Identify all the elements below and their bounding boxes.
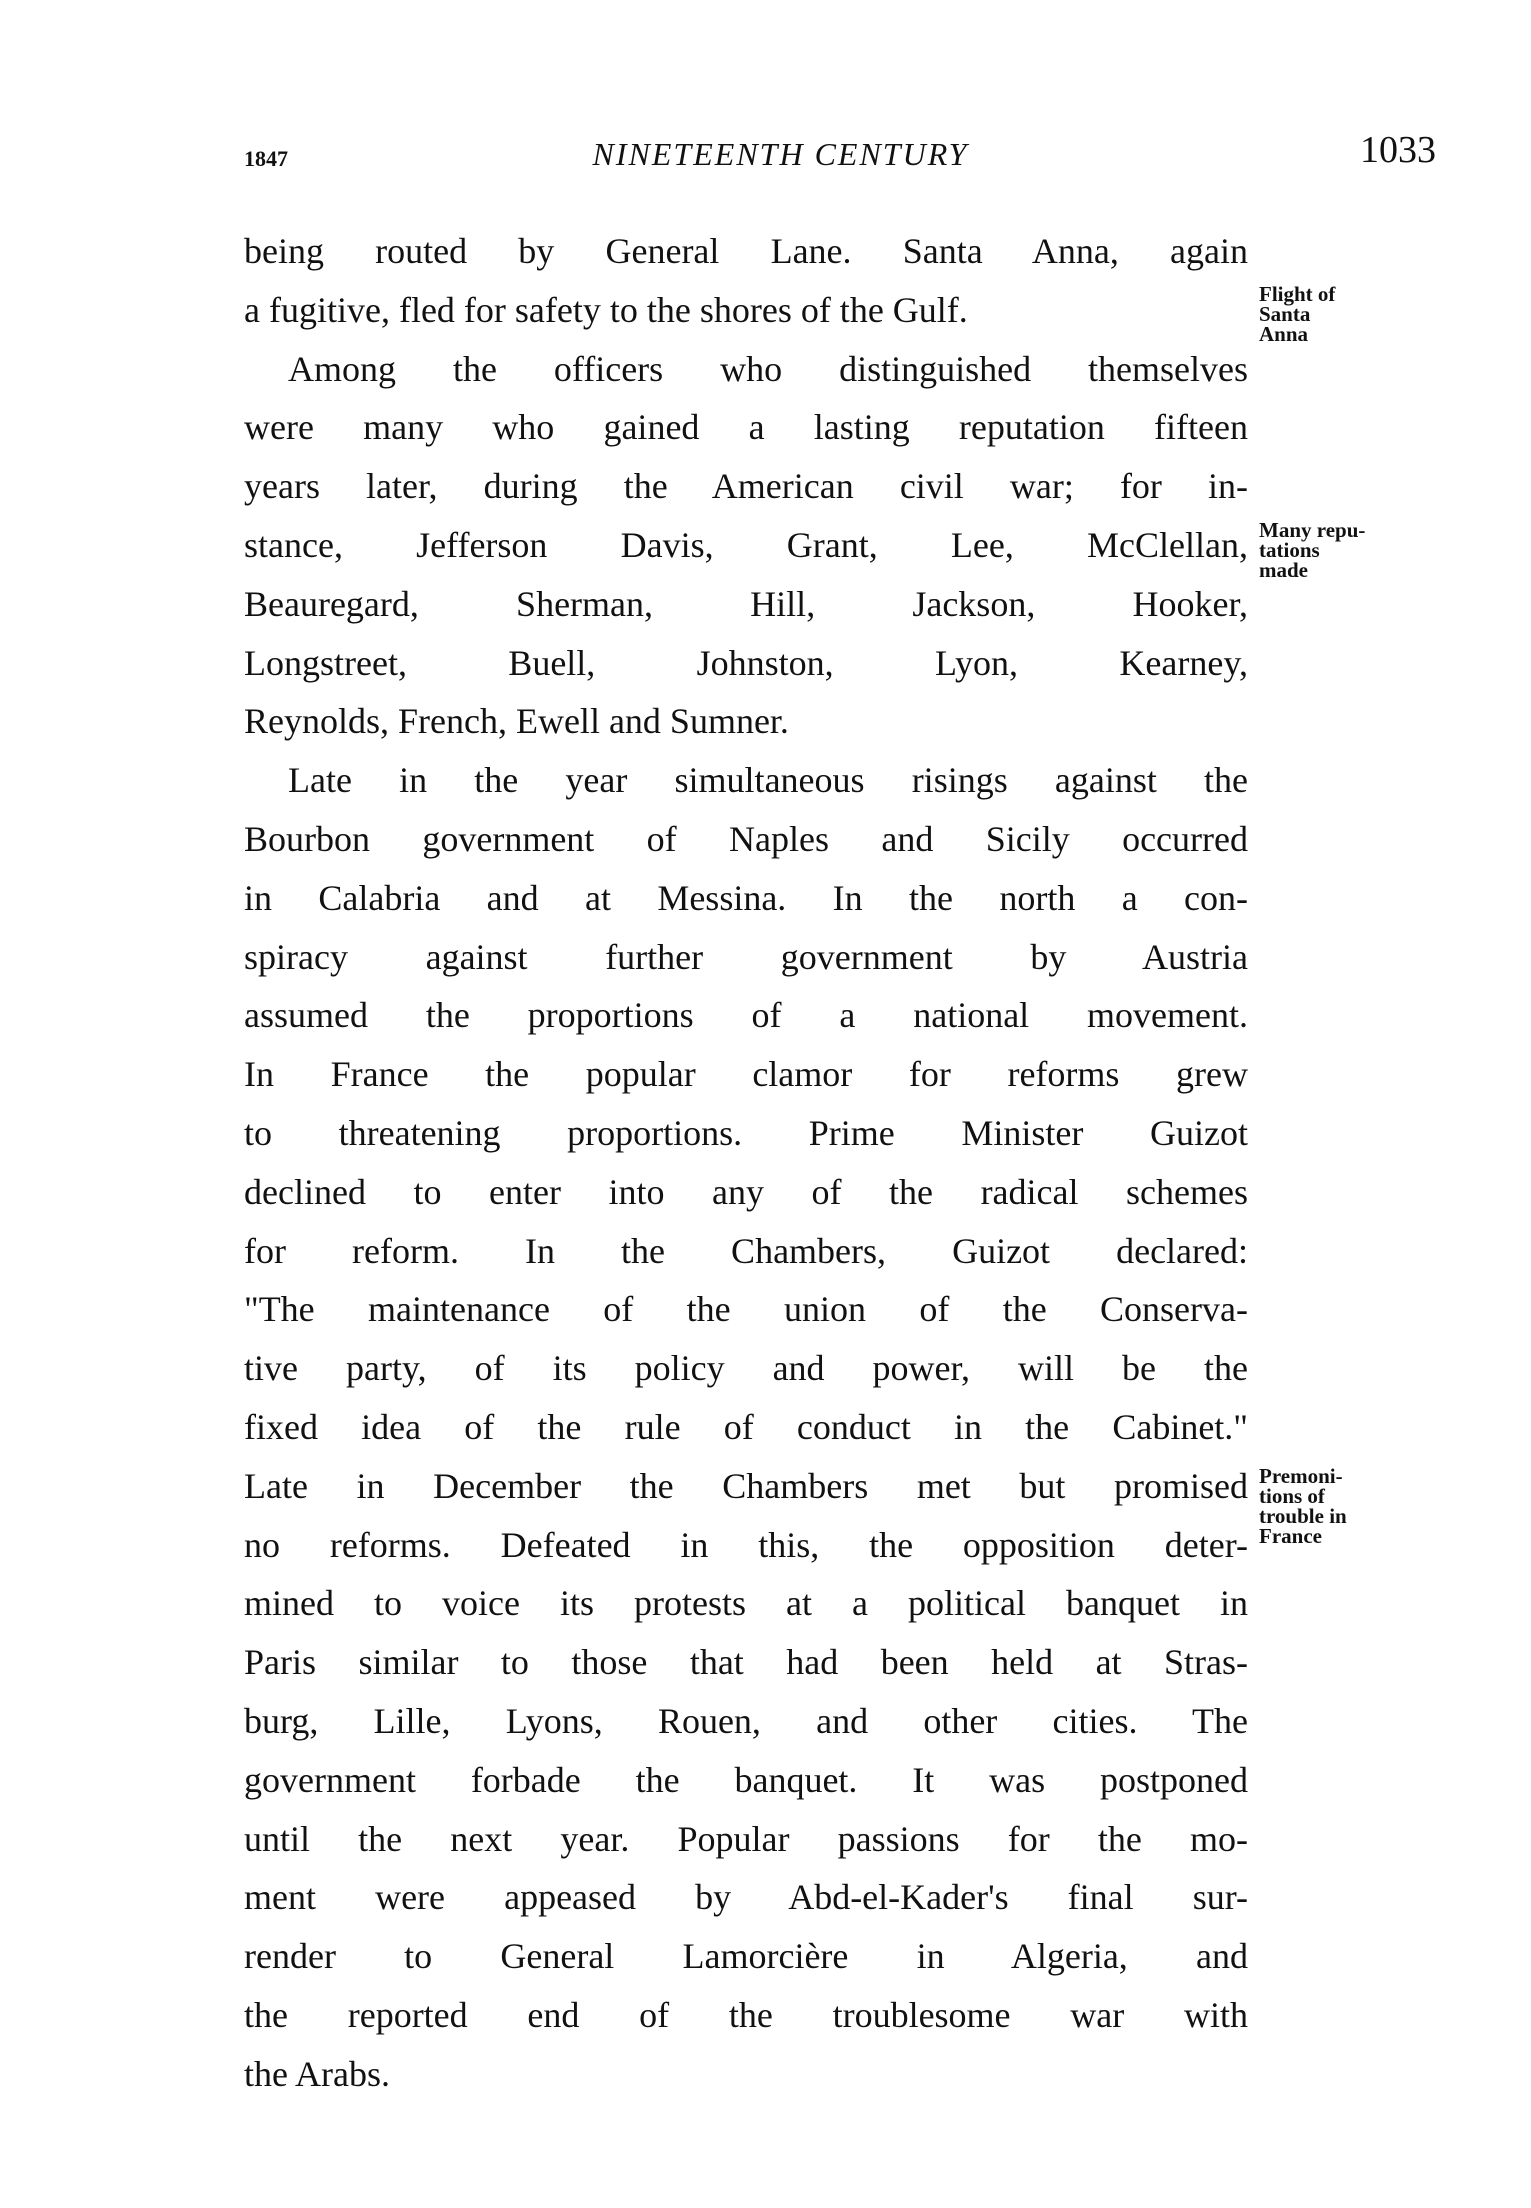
text-line: burg, Lille, Lyons, Rouen, and other cities. The: [244, 1700, 1248, 1741]
text-line: no reforms. Defeated in this, the opposition deter-: [244, 1524, 1248, 1565]
text-line: Reynolds, French, Ewell and Sumner.: [244, 701, 789, 742]
text-line: Paris similar to those that had been held at Stras-: [244, 1642, 1248, 1683]
note-line: Anna: [1259, 322, 1309, 346]
text-line: mined to voice its protests at a political banquet in: [244, 1583, 1248, 1624]
text-line: render to General Lamorcière in Algeria, and: [244, 1936, 1248, 1977]
text-line: Late in December the Chambers met but promised: [244, 1465, 1248, 1506]
text-line: declined to enter into any of the radical schemes: [244, 1171, 1248, 1212]
margin-note-premonitions-of-trouble: [1259, 1466, 1347, 1546]
text-line: spiracy against further government by Austria: [244, 936, 1248, 977]
text-line: to threatening proportions. Prime Minister Guizot: [244, 1112, 1248, 1153]
body-text: [244, 222, 1248, 2104]
text-line: the Arabs.: [244, 2053, 390, 2094]
text-line: Among the officers who distinguished themselves: [288, 348, 1248, 389]
note-line: France: [1259, 1524, 1322, 1548]
text-line: Longstreet, Buell, Johnston, Lyon, Kearney,: [244, 642, 1248, 683]
text-line: Bourbon government of Naples and Sicily occurred: [244, 818, 1248, 859]
text-line: years later, during the American civil war; for in-: [244, 466, 1248, 507]
text-line: Beauregard, Sherman, Hill, Jackson, Hooker,: [244, 583, 1248, 624]
text-line: tive party, of its policy and power, will be the: [244, 1348, 1248, 1389]
text-line: In France the popular clamor for reforms grew: [244, 1054, 1248, 1095]
text-line: were many who gained a lasting reputation fifteen: [244, 407, 1248, 448]
text-line: until the next year. Popular passions for the mo-: [244, 1818, 1248, 1859]
text-line: fixed idea of the rule of conduct in the Cabinet.": [244, 1406, 1248, 1447]
note-line: Santa: [1259, 302, 1311, 326]
note-line: Flight of: [1259, 282, 1336, 306]
text-line: for reform. In the Chambers, Guizot declared:: [244, 1230, 1248, 1271]
text-line: being routed by General Lane. Santa Anna, again: [244, 231, 1248, 271]
text-line: government forbade the banquet. It was postponed: [244, 1759, 1248, 1800]
text-line: "The maintenance of the union of the Conserva-: [244, 1289, 1248, 1330]
note-line: Premoni-: [1259, 1464, 1343, 1488]
running-head-year: 1847: [244, 146, 288, 171]
note-line: made: [1259, 558, 1308, 582]
margin-note-flight-of-santa-anna: [1259, 284, 1335, 344]
note-line: Many repu-: [1259, 518, 1366, 542]
text-line: in Calabria and at Messina. In the north a con-: [244, 877, 1248, 918]
text-line: ment were appeased by Abd-el-Kader's final sur-: [244, 1877, 1248, 1918]
text-line: assumed the proportions of a national movement.: [244, 995, 1248, 1036]
text-line: Late in the year simultaneous risings against the: [288, 760, 1248, 801]
margin-note-many-reputations-made: [1259, 520, 1365, 580]
running-head-title: NINETEENTH CENTURY: [592, 136, 969, 172]
page-number: 1033: [1360, 129, 1436, 171]
text-line: a fugitive, fled for safety to the shores of the Gulf.: [244, 289, 968, 330]
text-line: stance, Jefferson Davis, Grant, Lee, McClellan,: [244, 524, 1248, 565]
note-line: tions of: [1259, 1484, 1325, 1508]
text-line: the reported end of the troublesome war with: [244, 1994, 1248, 2035]
note-line: trouble in: [1259, 1504, 1347, 1528]
note-line: tations: [1259, 538, 1320, 562]
